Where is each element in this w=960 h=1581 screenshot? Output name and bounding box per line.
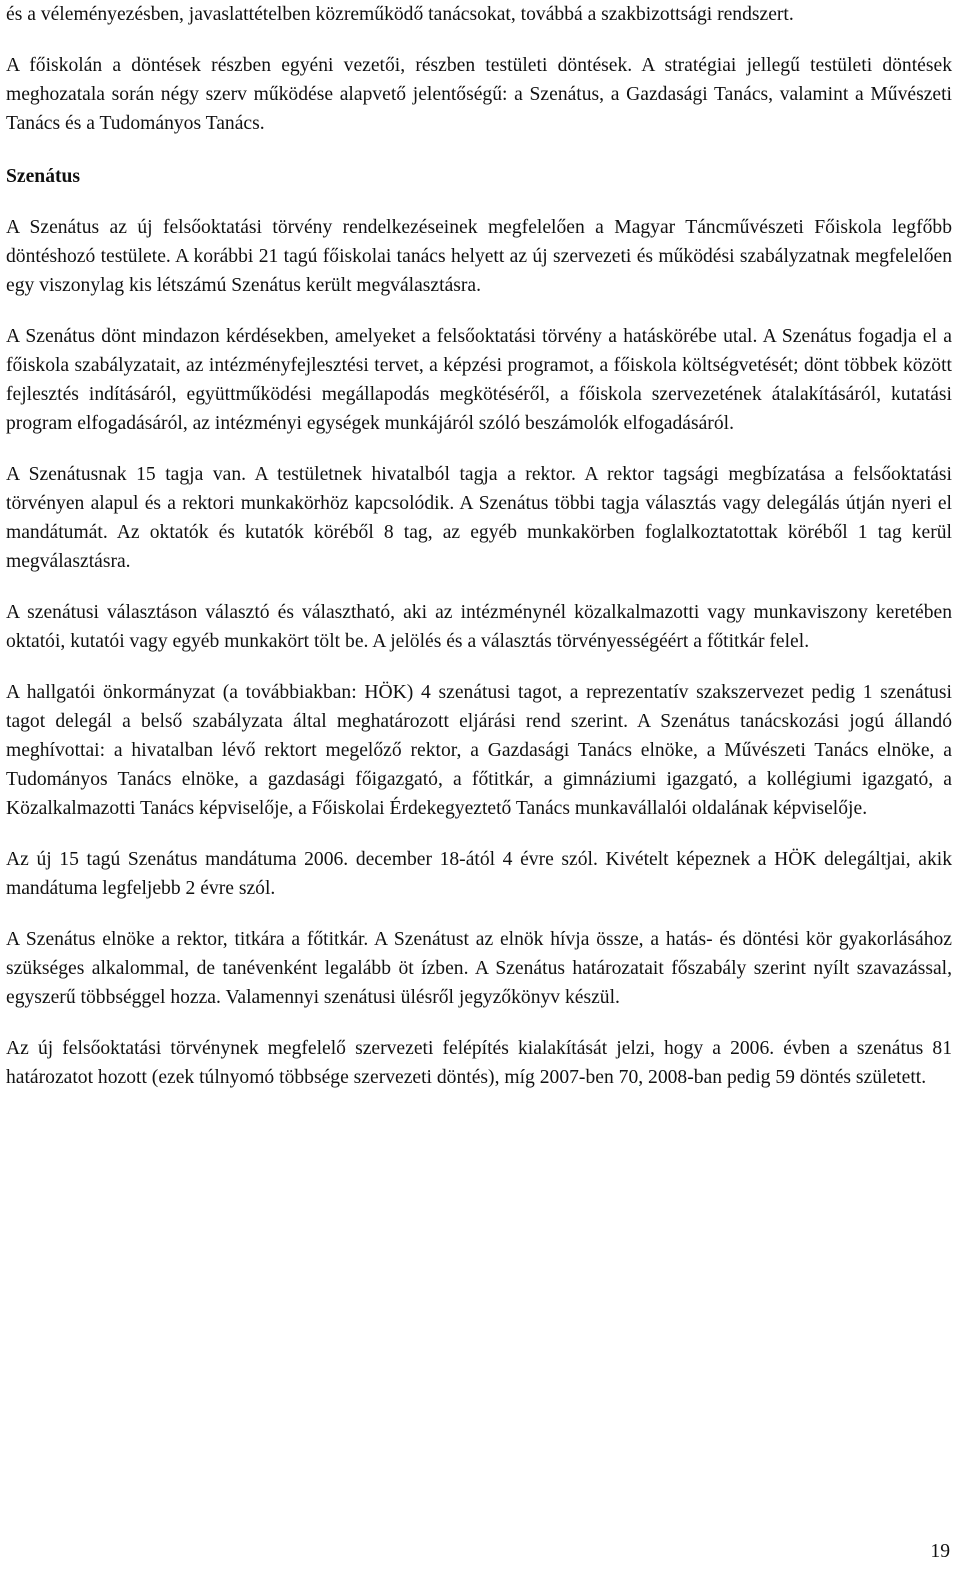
paragraph-decision-bodies: A főiskolán a döntések részben egyéni vezetői, részben testületi döntések. A stratégiai jellegű testületi döntések meghozatala során négy szerv működése alapvető jelentőségű: a Szenátus, a Gazdasági Tanács, valamint a Művészeti Tanács és a Tudományos Tanács. xyxy=(6,55,952,134)
section-heading-szenatus: Szenátus xyxy=(6,166,81,187)
paragraph-chair-secretary: A Szenátus elnöke a rektor, titkára a főtitkár. A Szenátust az elnök hívja össze, a hatás- és döntési kör gyakorlásához szükséges alkalommal, de tanévenként legalább öt ízben. A Szenátus határozatait főszabály szerint nyílt szavazással, egyszerű többséggel hozza. Valamennyi szenátusi ülésről jegyzőkönyv készül. xyxy=(6,929,952,1008)
paragraph-szenatus-role: A Szenátus az új felsőoktatási törvény rendelkezéseinek megfelelően a Magyar Táncművészeti Főiskola legfőbb döntéshozó testülete. A korábbi 21 tagú főiskolai tanács helyett az új szervezeti és működési szabályzatnak megfelelően egy viszonylag kis létszámú Szenátus került megválasztásra. xyxy=(6,217,952,296)
paragraph-resolutions-count: Az új felsőoktatási törvénynek megfelelő szervezeti felépítés kialakítását jelzi, hogy a 2006. évben a szenátus 81 határozatot hozott (ezek túlnyomó többsége szervezeti döntés), míg 2007-ben 70, 2008-ban pedig 59 döntés született. xyxy=(6,1038,952,1088)
page-number: 19 xyxy=(930,1541,950,1562)
paragraph-szenatus-members: A Szenátusnak 15 tagja van. A testületnek hivatalból tagja a rektor. A rektor tagsági megbízatása a felsőoktatási törvényen alapul és a rektori munkakörhöz kapcsolódik. A Szenátus többi tagja választás vagy delegálás útján nyeri el mandátumát. Az oktatók és kutatók köréből 8 tag, az egyéb munkakörben foglalkoztatottak köréből 1 tag kerül megválasztásra. xyxy=(6,464,952,572)
paragraph-hok-delegates: A hallgatói önkormányzat (a továbbiakban: HÖK) 4 szenátusi tagot, a reprezentatív szakszervezet pedig 1 szenátusi tagot delegál a belső szabályzata által meghatározott eljárási rend szerint. A Szenátus tanácskozási jogú állandó meghívottai: a hivatalban lévő rektort megelőző rektor, a Gazdasági Tanács elnöke, a Művészeti Tanács elnöke, a Tudományos Tanács elnöke, a gazdasági főigazgató, a főtitkár, a gimnáziumi igazgató, a kollégiumi igazgató, a Közalkalmazotti Tanács képviselője, a Főiskolai Érdekegyeztető Tanács munkavállalói oldalának képviselője. xyxy=(6,682,952,819)
paragraph-szenatus-election: A szenátusi választáson választó és választható, aki az intézménynél közalkalmazotti vagy munkaviszony keretében oktatói, kutatói vagy egyéb munkakört tölt be. A jelölés és a választás törvényességéért a főtitkár felel. xyxy=(6,602,952,652)
paragraph-szenatus-competence: A Szenátus dönt mindazon kérdésekben, amelyeket a felsőoktatási törvény a hatáskörébe utal. A Szenátus fogadja el a főiskola szabályzatait, az intézményfejlesztési tervet, a képzési programot, a főiskola költségvetését; dönt többek között fejlesztés indításáról, együttműködési megállapodás megkötéséről, a főiskola szervezetének átalakításáról, kutatási program elfogadásáról, az intézményi egységek munkájáról szóló beszámolók elfogadásáról. xyxy=(6,326,952,434)
paragraph-mandate: Az új 15 tagú Szenátus mandátuma 2006. december 18-ától 4 évre szól. Kivételt képeznek a HÖK delegáltjai, akik mandátuma legfeljebb 2 évre szól. xyxy=(6,849,952,899)
document-page xyxy=(6,0,952,1092)
paragraph-intro-continuation: és a véleményezésben, javaslattételben közreműködő tanácsokat, továbbá a szakbizottsági rendszert. xyxy=(6,4,794,25)
